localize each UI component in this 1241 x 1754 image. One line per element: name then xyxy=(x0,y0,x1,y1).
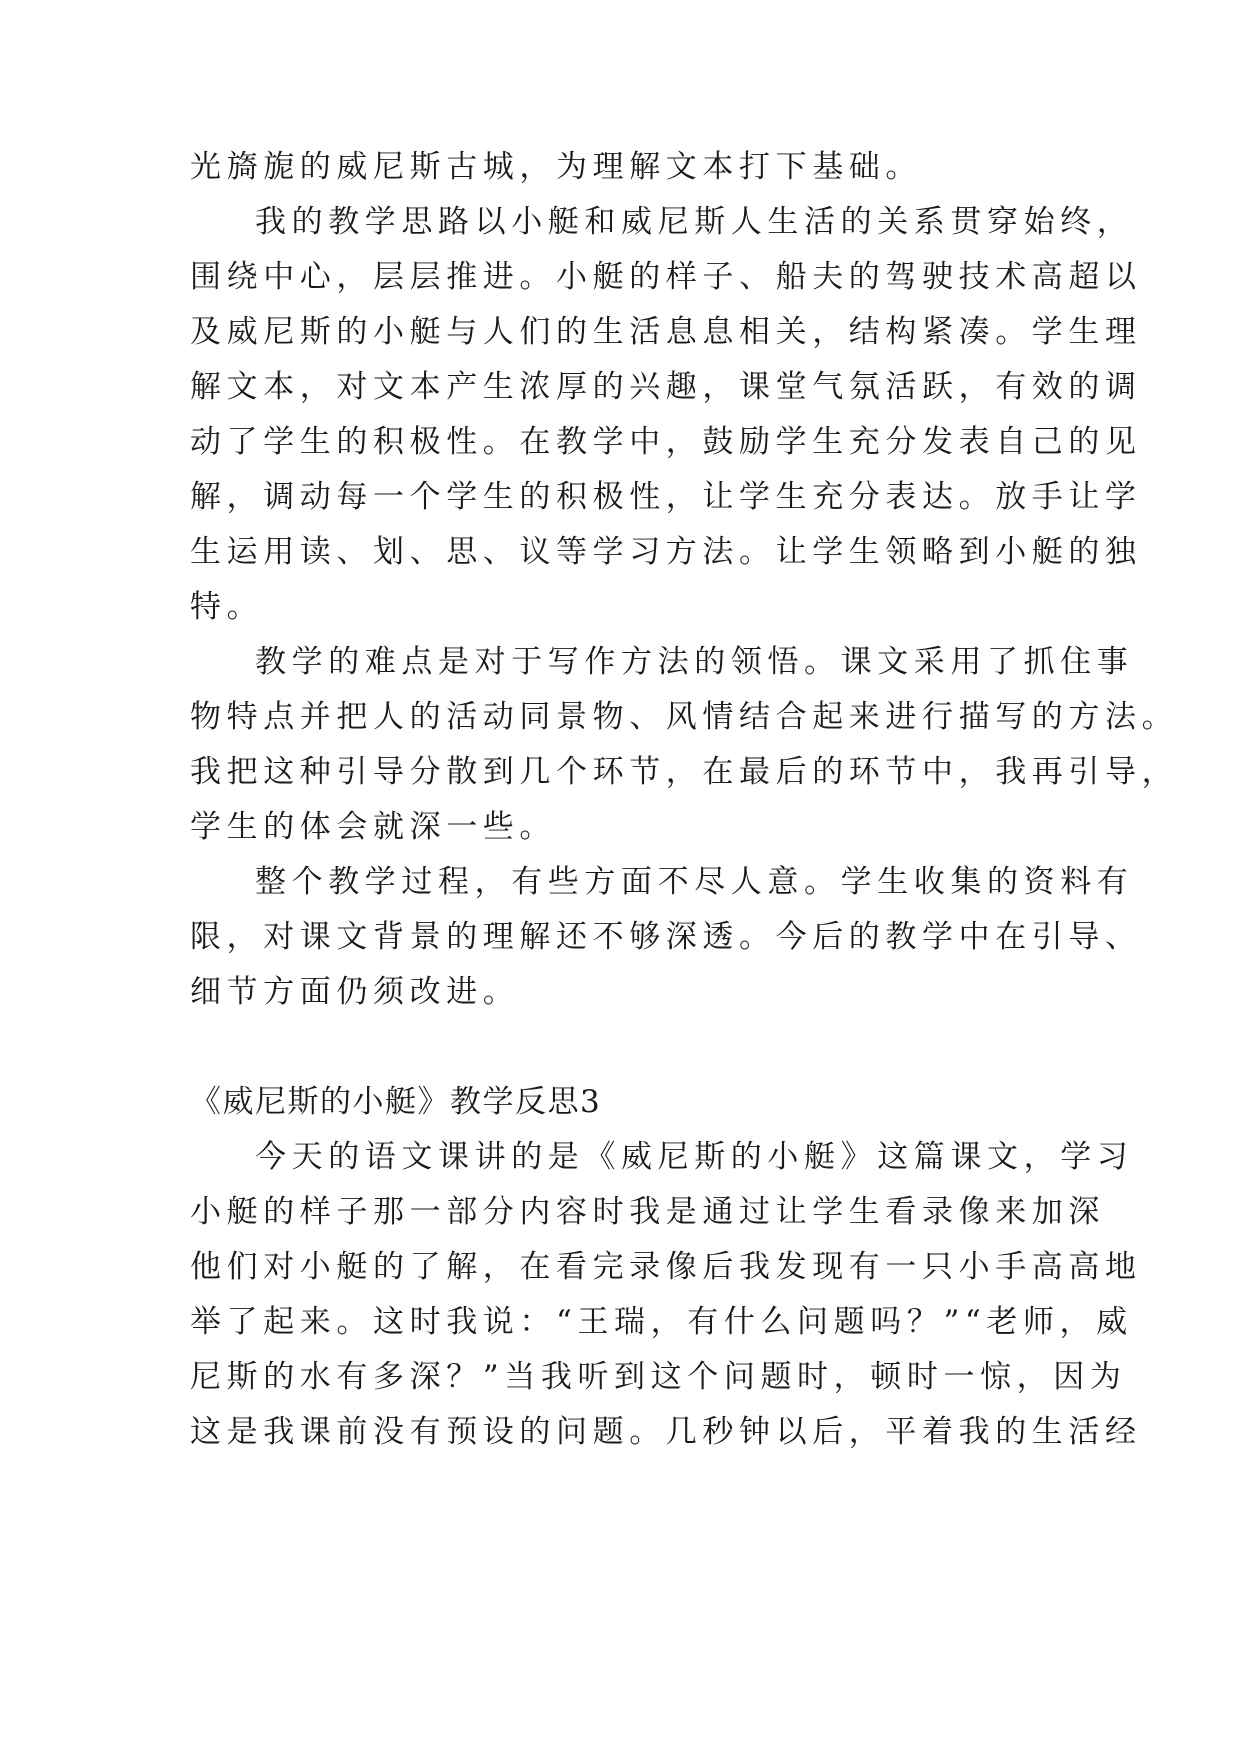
paragraph-5-line-2: 小艇的样子那一部分内容时我是通过让学生看录像来加深 xyxy=(190,1194,1105,1230)
paragraph-3-line-3: 我把这种引导分散到几个环节，在最后的环节中，我再引导， xyxy=(190,754,1179,790)
section-title: 《威尼斯的小艇》教学反思3 xyxy=(190,1084,602,1120)
paragraph-5-line-6: 这是我课前没有预设的问题。几秒钟以后，平着我的生活经 xyxy=(190,1414,1142,1450)
paragraph-2-line-4: 解文本，对文本产生浓厚的兴趣，课堂气氛活跃，有效的调 xyxy=(190,369,1142,405)
paragraph-4-line-3: 细节方面仍须改进。 xyxy=(190,974,520,1010)
paragraph-5-line-1: 今天的语文课讲的是《威尼斯的小艇》这篇课文，学习 xyxy=(255,1139,1134,1175)
paragraph-continued-line-1: 光旖旎的威尼斯古城，为理解文本打下基础。 xyxy=(190,149,922,185)
paragraph-2-line-6: 解，调动每一个学生的积极性，让学生充分表达。放手让学 xyxy=(190,479,1142,515)
paragraph-3-line-1: 教学的难点是对于写作方法的领悟。课文采用了抓住事 xyxy=(255,644,1134,680)
paragraph-2-line-1: 我的教学思路以小艇和威尼斯人生活的关系贯穿始终， xyxy=(255,204,1134,240)
paragraph-2-line-5: 动了学生的积极性。在教学中，鼓励学生充分发表自己的见 xyxy=(190,424,1142,460)
paragraph-2-line-7: 生运用读、划、思、议等学习方法。让学生领略到小艇的独 xyxy=(190,534,1142,570)
paragraph-3-line-4: 学生的体会就深一些。 xyxy=(190,809,556,845)
paragraph-2-line-8: 特。 xyxy=(190,589,264,625)
paragraph-4-line-2: 限，对课文背景的理解还不够深透。今后的教学中在引导、 xyxy=(190,919,1142,955)
paragraph-2-line-2: 围绕中心，层层推进。小艇的样子、船夫的驾驶技术高超以 xyxy=(190,259,1142,295)
paragraph-5-line-4: 举了起来。这时我说：“王瑞，有什么问题吗？”“老师，威 xyxy=(190,1304,1133,1340)
paragraph-5-line-3: 他们对小艇的了解，在看完录像后我发现有一只小手高高地 xyxy=(190,1249,1142,1285)
paragraph-3-line-2: 物特点并把人的活动同景物、风情结合起来进行描写的方法。 xyxy=(190,699,1179,735)
paragraph-4-line-1: 整个教学过程，有些方面不尽人意。学生收集的资料有 xyxy=(255,864,1134,900)
paragraph-5-line-5: 尼斯的水有多深？”当我听到这个问题时，顿时一惊，因为 xyxy=(190,1359,1127,1395)
paragraph-2-line-3: 及威尼斯的小艇与人们的生活息息相关，结构紧凑。学生理 xyxy=(190,314,1142,350)
